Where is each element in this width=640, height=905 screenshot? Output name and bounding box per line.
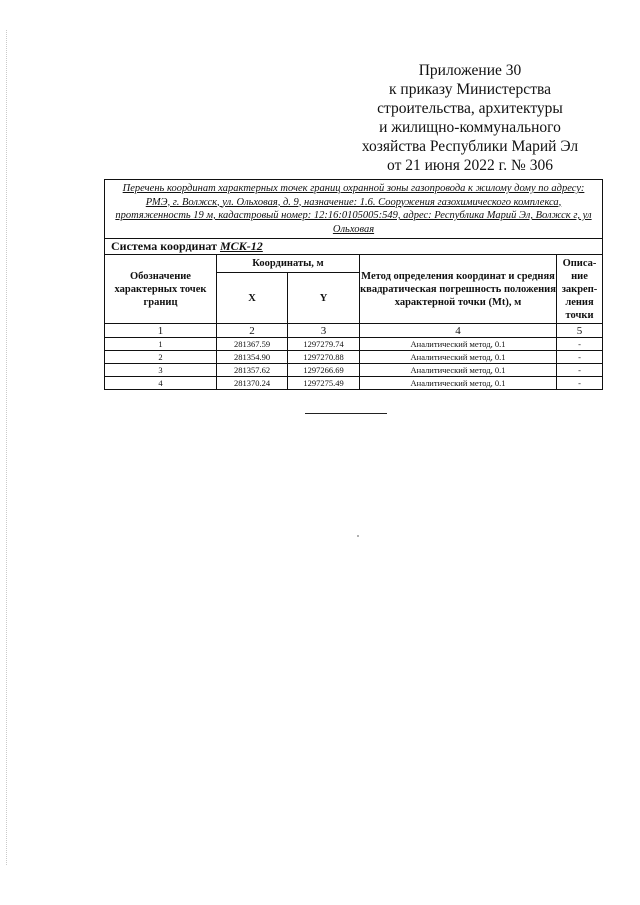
cell-point: 4: [105, 377, 217, 390]
coordinate-system-label: Система координат: [111, 239, 220, 253]
cell-y: 1297270.88: [288, 351, 360, 364]
coordinate-system-value: МСК-12: [219, 239, 263, 253]
table-row: [105, 351, 603, 364]
cell-x: 281357.62: [217, 364, 288, 377]
coordinate-system-row: [105, 239, 603, 255]
cell-method: Аналитический метод, 0.1: [360, 351, 557, 364]
cell-point: 3: [105, 364, 217, 377]
cell-x: 281354.90: [217, 351, 288, 364]
table-title: Перечень координат характерных точек границ охранной зоны газопровода к жилому дому по адресу: РМЭ, г. Волжск, ул. Ольховая, д. 9, назначение: 1.6. Сооружения газохимического комплекса, протяженность 19 м, кадастровый номер: 12:16:0105005:549, адрес: Республика Марий Эл, Волжск г, ул Ольховая: [105, 180, 603, 239]
header-y: Y: [288, 273, 360, 324]
appendix-header: [340, 61, 600, 175]
header-description: Описа-ние закреп-ления точки: [557, 255, 603, 324]
header-coordinates: Координаты, м: [217, 255, 360, 273]
coordinates-table: [104, 179, 603, 390]
cell-description: -: [557, 338, 603, 351]
cell-y: 1297275.49: [288, 377, 360, 390]
header-method: Метод определения координат и средняя квадратическая погрешность положения характерной точки (Mt), м: [360, 255, 557, 324]
cell-point: 1: [105, 338, 217, 351]
cell-x: 281370.24: [217, 377, 288, 390]
cell-y: 1297279.74: [288, 338, 360, 351]
col-number-4: 4: [360, 324, 557, 338]
table-row: [105, 338, 603, 351]
table-row: [105, 364, 603, 377]
header-x: X: [217, 273, 288, 324]
end-separator-line: [305, 413, 387, 414]
header-line-3: строительства, архитектуры: [377, 100, 563, 117]
header-line-6: от 21 июня 2022 г. № 306: [387, 157, 553, 174]
cell-description: -: [557, 377, 603, 390]
cell-method: Аналитический метод, 0.1: [360, 338, 557, 351]
scan-speck: [357, 535, 359, 537]
header-line-4: и жилищно-коммунального: [379, 119, 561, 136]
table-row: [105, 377, 603, 390]
cell-method: Аналитический метод, 0.1: [360, 377, 557, 390]
header-line-1: Приложение 30: [418, 62, 522, 79]
cell-method: Аналитический метод, 0.1: [360, 364, 557, 377]
cell-description: -: [557, 351, 603, 364]
scan-edge-marks: [6, 30, 8, 865]
col-number-1: 1: [105, 324, 217, 338]
cell-x: 281367.59: [217, 338, 288, 351]
cell-y: 1297266.69: [288, 364, 360, 377]
cell-point: 2: [105, 351, 217, 364]
header-point: Обозначение характерных точек границ: [105, 255, 217, 324]
header-line-2: к приказу Министерства: [389, 81, 551, 98]
col-number-2: 2: [217, 324, 288, 338]
col-number-5: 5: [557, 324, 603, 338]
cell-description: -: [557, 364, 603, 377]
header-line-5: хозяйства Республики Марий Эл: [361, 138, 579, 155]
col-number-3: 3: [288, 324, 360, 338]
